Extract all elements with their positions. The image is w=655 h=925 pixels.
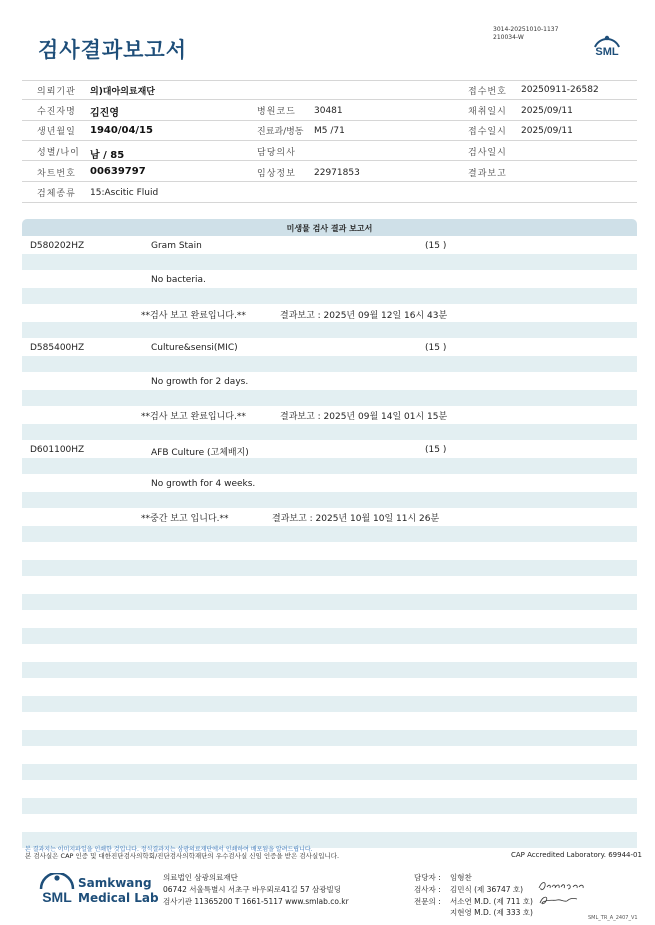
clinical-info-value: 22971853 bbox=[314, 168, 360, 178]
receipt-date-value: 2025/09/11 bbox=[521, 126, 573, 136]
doctor-label: 담당의사 bbox=[257, 148, 296, 158]
result-row-stripe bbox=[22, 628, 637, 644]
result-row-stripe bbox=[22, 764, 637, 780]
collect-date-label: 채취일시 bbox=[468, 107, 507, 117]
manager-label: 담당자 : bbox=[414, 873, 441, 882]
result-2-value: No growth for 2 days. bbox=[151, 377, 249, 387]
result-row-stripe bbox=[22, 322, 637, 338]
sex-age-value: 남 / 85 bbox=[90, 150, 125, 161]
receipt-date-label: 접수일시 bbox=[468, 127, 507, 137]
sml-logo-text: SML bbox=[595, 46, 619, 58]
divider bbox=[22, 80, 637, 81]
result-3-status: **중간 보고 입니다.** bbox=[141, 514, 229, 524]
result-row-stripe bbox=[22, 662, 637, 678]
divider bbox=[22, 140, 637, 141]
divider bbox=[22, 181, 637, 182]
section-title: 미생물 검사 결과 보고서 bbox=[286, 224, 373, 233]
cap-accreditation: CAP Accredited Laboratory. 69944-01 bbox=[511, 851, 642, 859]
org-contact: 검사기관 11365200 T 1661-5117 www.smlab.co.kr bbox=[163, 897, 349, 906]
requester-value: 의)대아의료재단 bbox=[90, 87, 155, 97]
specialist-label: 전문의 : bbox=[414, 897, 441, 906]
signature-2 bbox=[537, 893, 582, 907]
result-3-num: (15 ) bbox=[425, 445, 447, 455]
result-3-value: No growth for 4 weeks. bbox=[151, 479, 256, 489]
result-row-stripe bbox=[22, 560, 637, 576]
document-id bbox=[493, 26, 558, 42]
divider bbox=[22, 120, 637, 121]
test-date-label: 검사일시 bbox=[468, 148, 507, 158]
divider bbox=[22, 202, 637, 203]
result-2-code: D585400HZ bbox=[30, 343, 85, 353]
patient-name-value: 김진영 bbox=[90, 108, 119, 119]
org-name: 의료법인 삼광의료재단 bbox=[163, 873, 238, 882]
result-row-stripe bbox=[22, 458, 637, 474]
receipt-no-label: 접수번호 bbox=[468, 87, 507, 97]
result-1-status: **검사 보고 완료입니다.** bbox=[141, 311, 246, 321]
signature-1 bbox=[537, 879, 592, 893]
tester-name: 김민식 (제 36747 호) bbox=[450, 885, 524, 894]
result-row-stripe bbox=[22, 696, 637, 712]
result-row-stripe bbox=[22, 390, 637, 406]
result-1-report: 결과보고 : 2025년 09월 12일 16시 43분 bbox=[280, 311, 448, 321]
result-row-stripe bbox=[22, 798, 637, 814]
specialist-name-2: 지현영 M.D. (제 333 호) bbox=[450, 908, 533, 917]
dob-label: 생년월일 bbox=[37, 127, 76, 137]
result-row-stripe bbox=[22, 594, 637, 610]
result-row-stripe bbox=[22, 526, 637, 542]
dept-value: M5 /71 bbox=[314, 126, 345, 136]
result-row-stripe bbox=[22, 254, 637, 270]
specialist-name-1: 서소연 M.D. (제 711 호) bbox=[450, 897, 533, 906]
result-row-stripe bbox=[22, 356, 637, 372]
result-1-name: Gram Stain bbox=[151, 241, 202, 251]
result-3-code: D601100HZ bbox=[30, 445, 85, 455]
chart-no-value: 00639797 bbox=[90, 166, 146, 177]
divider bbox=[22, 99, 637, 100]
requester-label: 의뢰기관 bbox=[37, 87, 76, 97]
result-1-num: (15 ) bbox=[425, 241, 447, 251]
brand-name-line1: Samkwang bbox=[78, 876, 152, 890]
result-2-report: 결과보고 : 2025년 09월 14일 01시 15분 bbox=[280, 412, 448, 422]
ward-code-value: 30481 bbox=[314, 106, 343, 116]
chart-no-label: 차트번호 bbox=[37, 169, 76, 179]
document-id-line1: 3014-20251010-1137 bbox=[493, 26, 559, 33]
patient-name-label: 수진자명 bbox=[37, 107, 76, 117]
collect-date-value: 2025/09/11 bbox=[521, 106, 573, 116]
form-code: SML_TR_A_2407_V1 bbox=[588, 915, 638, 921]
tester-label: 검사자 : bbox=[414, 885, 441, 894]
clinical-info-label: 임상정보 bbox=[257, 169, 296, 179]
result-2-num: (15 ) bbox=[425, 343, 447, 353]
result-1-code: D580202HZ bbox=[30, 241, 85, 251]
document-id-line2: 210034-W bbox=[493, 34, 524, 41]
result-3-name: AFB Culture (고체배지) bbox=[151, 448, 249, 458]
result-2-name: Culture&sensi(MIC) bbox=[151, 343, 238, 353]
receipt-no-value: 20250911-26582 bbox=[521, 85, 599, 95]
brand-name-line2: Medical Lab bbox=[78, 891, 159, 905]
org-address: 06742 서울특별시 서초구 바우뫼로41길 57 삼광빌딩 bbox=[163, 885, 342, 894]
result-row-stripe bbox=[22, 288, 637, 304]
sml-footer-logo-icon bbox=[35, 873, 80, 911]
result-2-status: **검사 보고 완료입니다.** bbox=[141, 412, 246, 422]
result-row-stripe bbox=[22, 730, 637, 746]
dept-label: 진료과/병동 bbox=[257, 127, 304, 137]
specimen-value: 15:Ascitic Fluid bbox=[90, 188, 159, 198]
result-1-value: No bacteria. bbox=[151, 275, 206, 285]
accreditation-note: 본 검사실은 CAP 인증 및 대한진단검사의학회/진단검사의학재단의 우수검사실 신임 인증을 받은 검사실입니다. bbox=[25, 852, 340, 860]
result-row-stripe bbox=[22, 424, 637, 440]
result-row-stripe bbox=[22, 492, 637, 508]
result-3-report: 결과보고 : 2025년 10월 10일 11시 26분 bbox=[272, 514, 440, 524]
sex-age-label: 성별/나이 bbox=[37, 148, 80, 158]
sml-footer-logo-text: SML bbox=[42, 889, 72, 905]
sml-logo-icon bbox=[590, 33, 624, 67]
report-label: 결과보고 bbox=[468, 169, 507, 179]
print-warning: 본 결과지는 이미지파일을 인쇄한 것입니다. 정식결과지는 삼광의료재단에서 인쇄하여 배포됨을 알려드립니다. bbox=[25, 846, 313, 853]
manager-name: 임형찬 bbox=[450, 873, 472, 882]
page-title: 검사결과보고서 bbox=[38, 38, 188, 62]
specimen-label: 검체종류 bbox=[37, 189, 76, 199]
dob-value: 1940/04/15 bbox=[90, 125, 153, 136]
ward-code-label: 병원코드 bbox=[257, 107, 296, 117]
